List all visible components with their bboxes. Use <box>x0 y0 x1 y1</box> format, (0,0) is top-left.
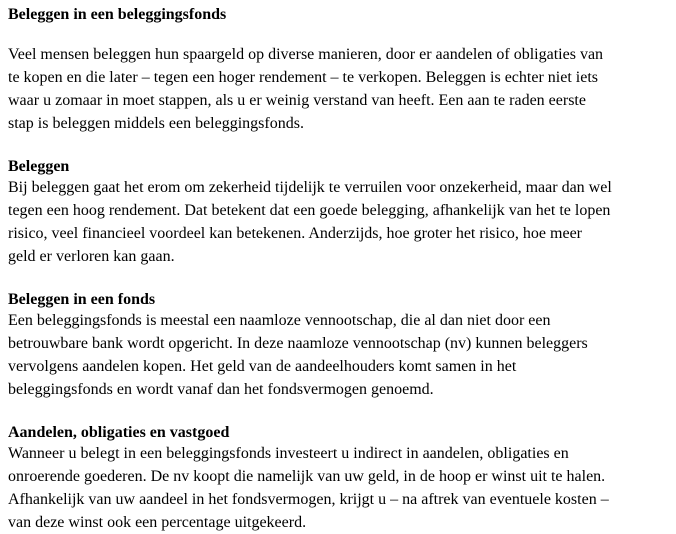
paragraph-line: Wanneer u belegt in een beleggingsfonds investeert u indirect in aandelen, obligaties en <box>8 445 569 462</box>
section-heading: Beleggen in een fonds <box>8 291 156 308</box>
section-heading: Beleggen <box>8 158 70 175</box>
section-paragraph <box>8 176 676 268</box>
intro-line: waar u zomaar in moet stappen, als u er weinig verstand van heeft. Een aan te raden eerste <box>8 92 586 109</box>
section-heading: Aandelen, obligaties en vastgoed <box>8 424 230 441</box>
page-title: Beleggen in een beleggingsfonds <box>8 6 227 23</box>
section-paragraph <box>8 309 676 401</box>
paragraph-line: vervolgens aandelen kopen. Het geld van de aandeelhouders komt samen in het <box>8 358 517 375</box>
paragraph-line: Afhankelijk van uw aandeel in het fondsvermogen, krijgt u – na aftrek van eventuele kosten – <box>8 491 609 508</box>
paragraph-line: risico, veel financieel voordeel kan betekenen. Anderzijds, hoe groter het risico, hoe meer <box>8 225 582 242</box>
intro-line: Veel mensen beleggen hun spaargeld op diverse manieren, door er aandelen of obligaties van <box>8 46 604 63</box>
paragraph-line: beleggingsfonds en wordt vanaf dan het fondsvermogen genoemd. <box>8 381 434 398</box>
paragraph-line: Bij beleggen gaat het erom om zekerheid tijdelijk te verruilen voor onzekerheid, maar dan wel <box>8 179 612 196</box>
paragraph-line: van deze winst ook een percentage uitgekeerd. <box>8 514 307 531</box>
section-beleggen <box>8 157 676 268</box>
intro-paragraph <box>8 43 676 135</box>
paragraph-line: betrouwbare bank wordt opgericht. In deze naamloze vennootschap (nv) kunnen beleggers <box>8 335 588 352</box>
section-beleggen-in-een-fonds <box>8 290 676 401</box>
intro-line: stap is beleggen middels een beleggingsfonds. <box>8 115 304 132</box>
paragraph-line: onroerende goederen. De nv koopt die namelijk van uw geld, in de hoop er winst uit te halen. <box>8 468 606 485</box>
paragraph-line: tegen een hoog rendement. Dat betekent dat een goede belegging, afhankelijk van het te lopen <box>8 202 611 219</box>
section-aandelen-obligaties-vastgoed <box>8 423 676 534</box>
intro-line: te kopen en die later – tegen een hoger rendement – te verkopen. Beleggen is echter niet iets <box>8 69 598 86</box>
section-paragraph <box>8 442 676 534</box>
paragraph-line: Een beleggingsfonds is meestal een naamloze vennootschap, die al dan niet door een <box>8 312 551 329</box>
paragraph-line: geld er verloren kan gaan. <box>8 248 175 265</box>
